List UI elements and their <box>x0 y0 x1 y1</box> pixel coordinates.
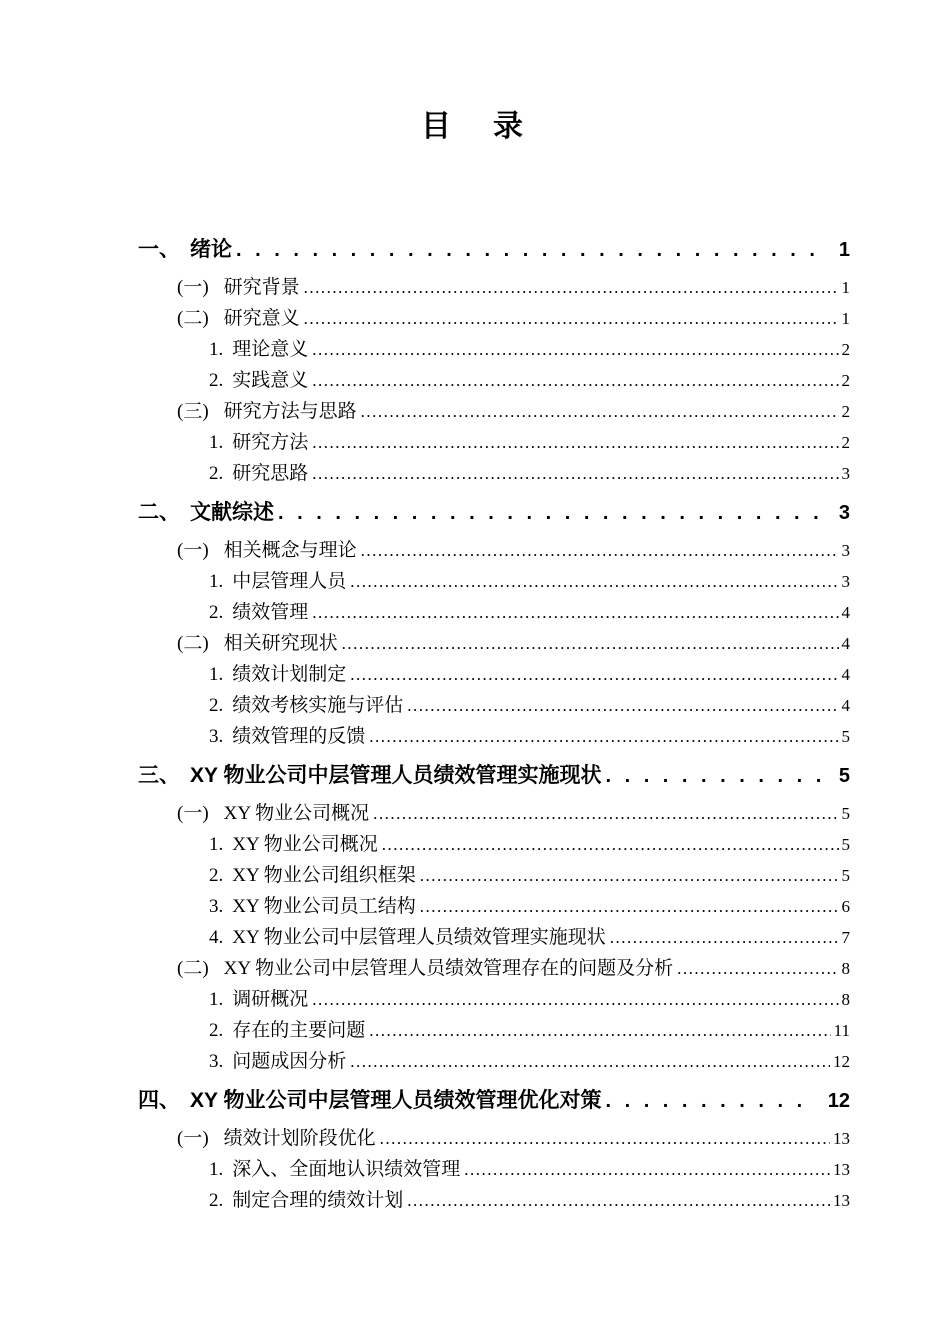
toc-page-number: 2 <box>841 371 850 390</box>
toc-entry-number: 2. <box>209 1190 224 1211</box>
toc-entry-level-3[interactable] <box>0 1185 850 1216</box>
toc-entry-number: 4. <box>209 927 224 948</box>
toc-entry-level-3[interactable] <box>0 334 850 365</box>
toc-entry-title: 研究意义 <box>223 308 300 329</box>
toc-entry-number: 2. <box>209 463 224 484</box>
toc-entry-number: 2. <box>209 865 224 886</box>
toc-entry-title: 相关概念与理论 <box>223 540 357 561</box>
toc-entry-number: 一、 <box>138 238 180 261</box>
toc-page-number: 4 <box>841 696 850 715</box>
toc-entry-title: 研究背景 <box>223 277 300 298</box>
leader-dots <box>610 922 839 953</box>
toc-page-number: 12 <box>827 1090 850 1112</box>
toc-entry-number: (一) <box>177 1128 209 1149</box>
leader-dots <box>407 1185 830 1216</box>
toc-page-number: 1 <box>841 309 850 328</box>
toc-entry-number: 2. <box>209 695 224 716</box>
toc-entry-number: 1. <box>209 664 224 685</box>
toc-entry-title: 绩效考核实施与评估 <box>232 695 404 716</box>
leader-dots <box>605 760 826 792</box>
leader-dots <box>312 427 838 458</box>
toc-entry-number: 1. <box>209 339 224 360</box>
toc-entry-number: 2. <box>209 602 224 623</box>
toc-entry-level-3[interactable] <box>0 860 850 891</box>
page-title: 目 录 <box>421 110 529 143</box>
leader-dots <box>350 659 838 690</box>
toc-page-number: 7 <box>841 928 850 947</box>
toc-entry-title: 绪论 <box>190 238 232 261</box>
toc-page-number: 12 <box>833 1052 850 1071</box>
leader-dots <box>464 1154 830 1185</box>
toc-page-number: 8 <box>841 959 850 978</box>
toc-entry-level-3[interactable] <box>0 984 850 1015</box>
leader-dots <box>278 497 827 529</box>
toc-entry-number: 三、 <box>138 764 180 787</box>
toc-entry-level-3[interactable] <box>0 721 850 752</box>
toc-entry-level-2[interactable] <box>0 535 850 566</box>
leader-dots <box>304 303 839 334</box>
toc-entry-title: XY 物业公司概况 <box>223 803 370 824</box>
toc-entry-title: 中层管理人员 <box>232 571 347 592</box>
toc-entry-number: 1. <box>209 1159 224 1180</box>
toc-page-number: 2 <box>841 433 850 452</box>
leader-dots <box>361 396 839 427</box>
toc-entry-number: (一) <box>177 803 209 824</box>
toc-entry-level-3[interactable] <box>0 365 850 396</box>
toc-entry-title: XY 物业公司中层管理人员绩效管理优化对策 <box>190 1089 602 1112</box>
toc-entry-title: 绩效计划制定 <box>232 664 347 685</box>
toc-entry-number: (一) <box>177 540 209 561</box>
toc-entry-number: 3. <box>209 726 224 747</box>
toc-entry-title: XY 物业公司中层管理人员绩效管理实施现状 <box>190 764 602 787</box>
toc-entry-title: 制定合理的绩效计划 <box>232 1190 404 1211</box>
leader-dots <box>304 272 839 303</box>
toc-entry-number: 3. <box>209 1051 224 1072</box>
toc-entry-title: 问题成因分析 <box>232 1051 347 1072</box>
toc-page-number: 6 <box>841 897 850 916</box>
toc-entry-number: 1. <box>209 571 224 592</box>
toc-entry-number: 2. <box>209 370 224 391</box>
toc-entry-number: 二、 <box>138 501 180 524</box>
toc-entry-number: 2. <box>209 1020 224 1041</box>
toc-page-number: 2 <box>841 402 850 421</box>
toc-entry-level-3[interactable] <box>0 458 850 489</box>
leader-dots <box>312 458 838 489</box>
toc-entry-title: XY 物业公司中层管理人员绩效管理实施现状 <box>232 927 606 948</box>
toc-entry-title: 研究思路 <box>232 463 309 484</box>
toc-page-number: 4 <box>841 634 850 653</box>
toc-entry-title: 研究方法 <box>232 432 309 453</box>
toc-page-number: 8 <box>841 990 850 1009</box>
leader-dots <box>236 234 827 266</box>
toc-page-number: 3 <box>841 464 850 483</box>
toc-entry-title: 实践意义 <box>232 370 309 391</box>
toc-entry-level-1[interactable] <box>0 234 850 266</box>
toc-entry-level-3[interactable] <box>0 922 850 953</box>
leader-dots <box>605 1085 815 1117</box>
leader-dots <box>312 334 838 365</box>
toc-entry-title: 绩效管理的反馈 <box>232 726 366 747</box>
toc-page-number: 1 <box>838 239 850 261</box>
toc-entry-title: XY 物业公司中层管理人员绩效管理存在的问题及分析 <box>223 958 674 979</box>
toc-entry-title: XY 物业公司组织框架 <box>232 865 416 886</box>
toc-entry-level-2[interactable] <box>0 303 850 334</box>
toc-page-number: 4 <box>841 665 850 684</box>
toc-page-number: 5 <box>841 835 850 854</box>
toc-page-number: 3 <box>841 541 850 560</box>
toc-entry-number: (一) <box>177 277 209 298</box>
leader-dots <box>373 798 838 829</box>
leader-dots <box>312 984 838 1015</box>
toc-entry-level-2[interactable] <box>0 396 850 427</box>
toc-entry-level-2[interactable] <box>0 798 850 829</box>
toc-entry-level-3[interactable] <box>0 427 850 458</box>
toc-entry-title: 绩效计划阶段优化 <box>223 1128 376 1149</box>
toc-entry-title: XY 物业公司员工结构 <box>232 896 416 917</box>
toc-entry-level-2[interactable] <box>0 628 850 659</box>
toc-entry-level-2[interactable] <box>0 272 850 303</box>
leader-dots <box>380 1123 830 1154</box>
toc-page-number: 5 <box>841 804 850 823</box>
toc-entry-number: 1. <box>209 432 224 453</box>
leader-dots <box>407 690 838 721</box>
table-of-contents <box>0 234 850 1216</box>
toc-entry-number: 1. <box>209 834 224 855</box>
toc-entry-level-3[interactable] <box>0 1015 850 1046</box>
toc-page-number: 3 <box>841 572 850 591</box>
toc-page-number: 2 <box>841 340 850 359</box>
toc-page-number: 11 <box>833 1021 850 1040</box>
toc-entry-title: 深入、全面地认识绩效管理 <box>232 1159 461 1180</box>
leader-dots <box>677 953 838 984</box>
toc-page-number: 5 <box>838 765 850 787</box>
leader-dots <box>369 721 838 752</box>
leader-dots <box>361 535 839 566</box>
toc-entry-number: 3. <box>209 896 224 917</box>
toc-entry-level-1[interactable] <box>0 497 850 529</box>
toc-entry-title: 研究方法与思路 <box>223 401 357 422</box>
toc-entry-level-3[interactable] <box>0 659 850 690</box>
toc-entry-level-3[interactable] <box>0 891 850 922</box>
toc-page-number: 5 <box>841 727 850 746</box>
toc-entry-number: 1. <box>209 989 224 1010</box>
toc-entry-level-3[interactable] <box>0 690 850 721</box>
leader-dots <box>342 628 839 659</box>
toc-entry-number: (二) <box>177 308 209 329</box>
toc-entry-level-1[interactable] <box>0 1085 850 1117</box>
toc-entry-title: 文献综述 <box>190 501 274 524</box>
toc-page-number: 1 <box>841 278 850 297</box>
leader-dots <box>312 365 838 396</box>
toc-entry-number: (三) <box>177 401 209 422</box>
leader-dots <box>420 891 839 922</box>
toc-entry-number: (二) <box>177 633 209 654</box>
toc-entry-level-3[interactable] <box>0 566 850 597</box>
toc-entry-title: 理论意义 <box>232 339 309 360</box>
toc-entry-level-3[interactable] <box>0 597 850 628</box>
leader-dots <box>350 1046 830 1077</box>
toc-entry-title: 绩效管理 <box>232 602 309 623</box>
toc-entry-level-2[interactable] <box>0 1123 850 1154</box>
toc-page-number: 3 <box>838 502 850 524</box>
leader-dots <box>382 829 839 860</box>
leader-dots <box>350 566 838 597</box>
leader-dots <box>369 1015 830 1046</box>
toc-entry-title: XY 物业公司概况 <box>232 834 378 855</box>
toc-entry-title: 调研概况 <box>232 989 309 1010</box>
toc-entry-level-3[interactable] <box>0 829 850 860</box>
toc-page-number: 13 <box>833 1160 850 1179</box>
toc-entry-title: 存在的主要问题 <box>232 1020 366 1041</box>
toc-page-number: 4 <box>841 603 850 622</box>
toc-entry-level-3[interactable] <box>0 1154 850 1185</box>
toc-page-number: 13 <box>833 1191 850 1210</box>
toc-entry-level-3[interactable] <box>0 1046 850 1077</box>
toc-page-number: 5 <box>841 866 850 885</box>
toc-entry-level-2[interactable] <box>0 953 850 984</box>
leader-dots <box>420 860 839 891</box>
toc-page-number: 13 <box>833 1129 850 1148</box>
toc-entry-number: 四、 <box>138 1089 180 1112</box>
toc-entry-number: (二) <box>177 958 209 979</box>
toc-entry-level-1[interactable] <box>0 760 850 792</box>
leader-dots <box>312 597 838 628</box>
toc-entry-title: 相关研究现状 <box>223 633 338 654</box>
